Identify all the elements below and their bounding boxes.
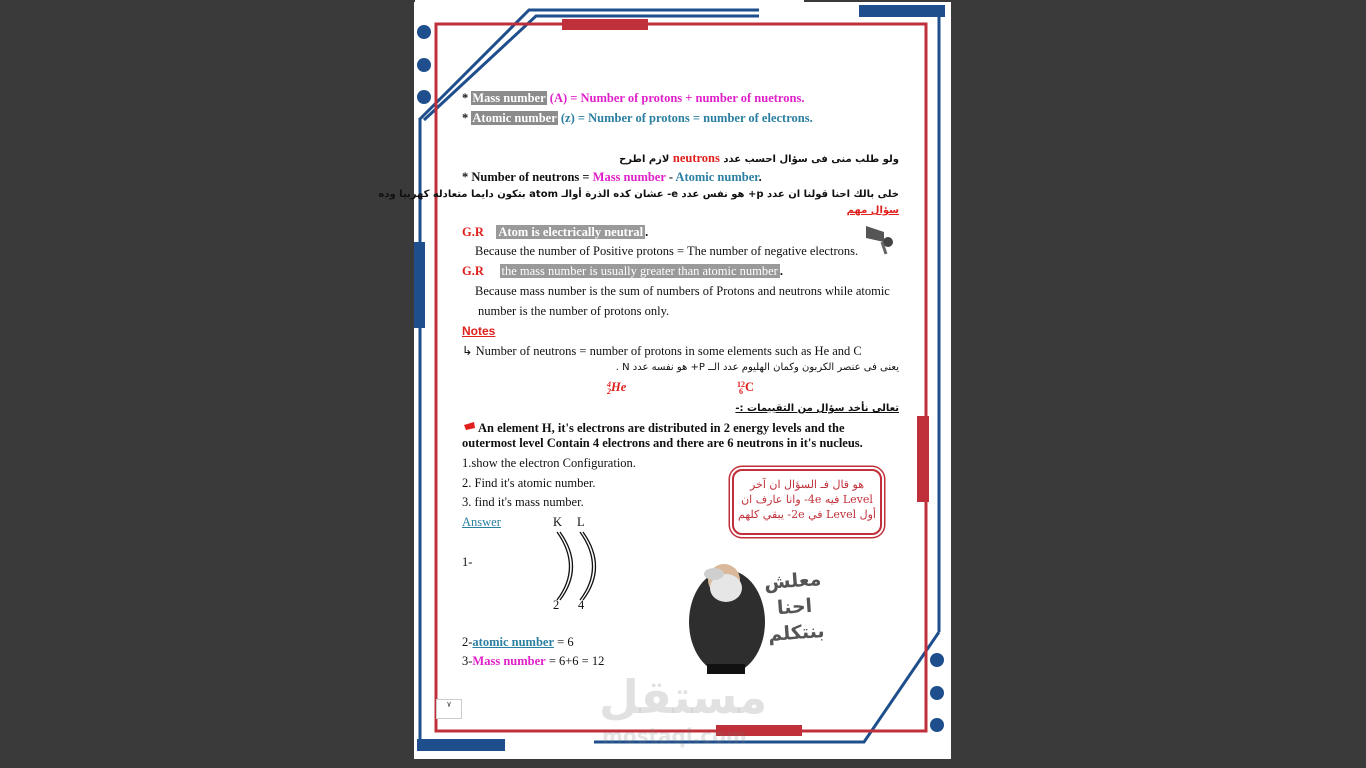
mass-number-definition: * Mass number (A) = Number of protons + number of nuetrons. (462, 91, 805, 105)
shell-l-count: 4 (578, 598, 585, 612)
answer-row-3: 3-Mass number = 6+6 = 12 (462, 654, 605, 668)
question-2: 2. Find it's atomic number. (462, 476, 596, 490)
notes-heading: Notes (462, 324, 496, 338)
gr2-explanation-1: Because mass number is the sum of numbers of Protons and neutrons while atomic (475, 284, 890, 298)
watermark-url: mostaql.com (602, 724, 747, 748)
page-number: ٧ (436, 699, 462, 719)
atomic-number-definition: * Atomic number (z) = Number of protons = number of electrons. (462, 111, 813, 125)
shell-k-label: K (553, 515, 563, 529)
notes-line-1: ↳ Number of neutrons = number of protons in some elements such as He and C (462, 344, 862, 358)
question-text-1: An element H, it's electrons are distributed in 2 energy levels and the (478, 421, 845, 435)
shell-l-label: L (577, 515, 585, 529)
carbon-symbol: 12 6 C (737, 380, 755, 397)
gr2-explanation-2: number is the number of protons only. (478, 304, 670, 318)
sticker-text: معلش احنا بنتكلم (763, 568, 826, 646)
important-question-note: سؤال مهم (846, 205, 899, 216)
question-3: 3. find it's mass number. (462, 495, 584, 509)
shell-k-count: 2 (553, 598, 560, 612)
answer-heading: Answer (462, 515, 501, 529)
document-page (378, 2, 951, 759)
answer-row-1: 1- (462, 555, 473, 569)
gr1-explanation: Because the number of Positive protons = The number of negative electrons. (475, 244, 859, 258)
gr2-reason: G.R the mass number is usually greater than atomic number . (462, 264, 783, 278)
question-intro: تعالى نأخد سؤال من التقييمات :- (735, 403, 899, 414)
arabic-neutrons-question: ولو طلب منى فى سؤال احسب عدد neutrons لازم اطرح (619, 151, 899, 165)
mass-number-label: Mass number (472, 91, 546, 105)
watermark-arabic: مستقل (599, 670, 768, 724)
neutron-formula: * Number of neutrons = Mass number - Atomic number. (462, 170, 762, 184)
atomic-number-label: Atomic number (472, 111, 557, 125)
gr1-reason: G.R Atom is electrically neutral . (462, 225, 649, 239)
notes-arabic: يعنى فى عنصر الكربون وكمان الهليوم عدد الــ P+ هو نفسه عدد N . (615, 362, 899, 373)
teacher-note-box: هو قال فـ السؤال ان آخر Level فيه 4e- وانا عارف ان أول Level في 2e- يبقي كلهم (732, 469, 882, 535)
question-1: 1.show the electron Configuration. (462, 456, 636, 470)
helium-symbol: 4 2He (607, 380, 627, 397)
arabic-neutral-note: خلى بالك احنا قولنا ان عدد p+ هو نفس عدد e- عشان كده الذرة أوالـ atom بتكون دايما متعادله كهربيا وده (378, 189, 899, 200)
answer-row-2: 2-atomic number = 6 (462, 635, 574, 649)
question-text-2: outermost level Contain 4 electrons and there are 6 neutrons in it's nucleus. (462, 436, 863, 450)
